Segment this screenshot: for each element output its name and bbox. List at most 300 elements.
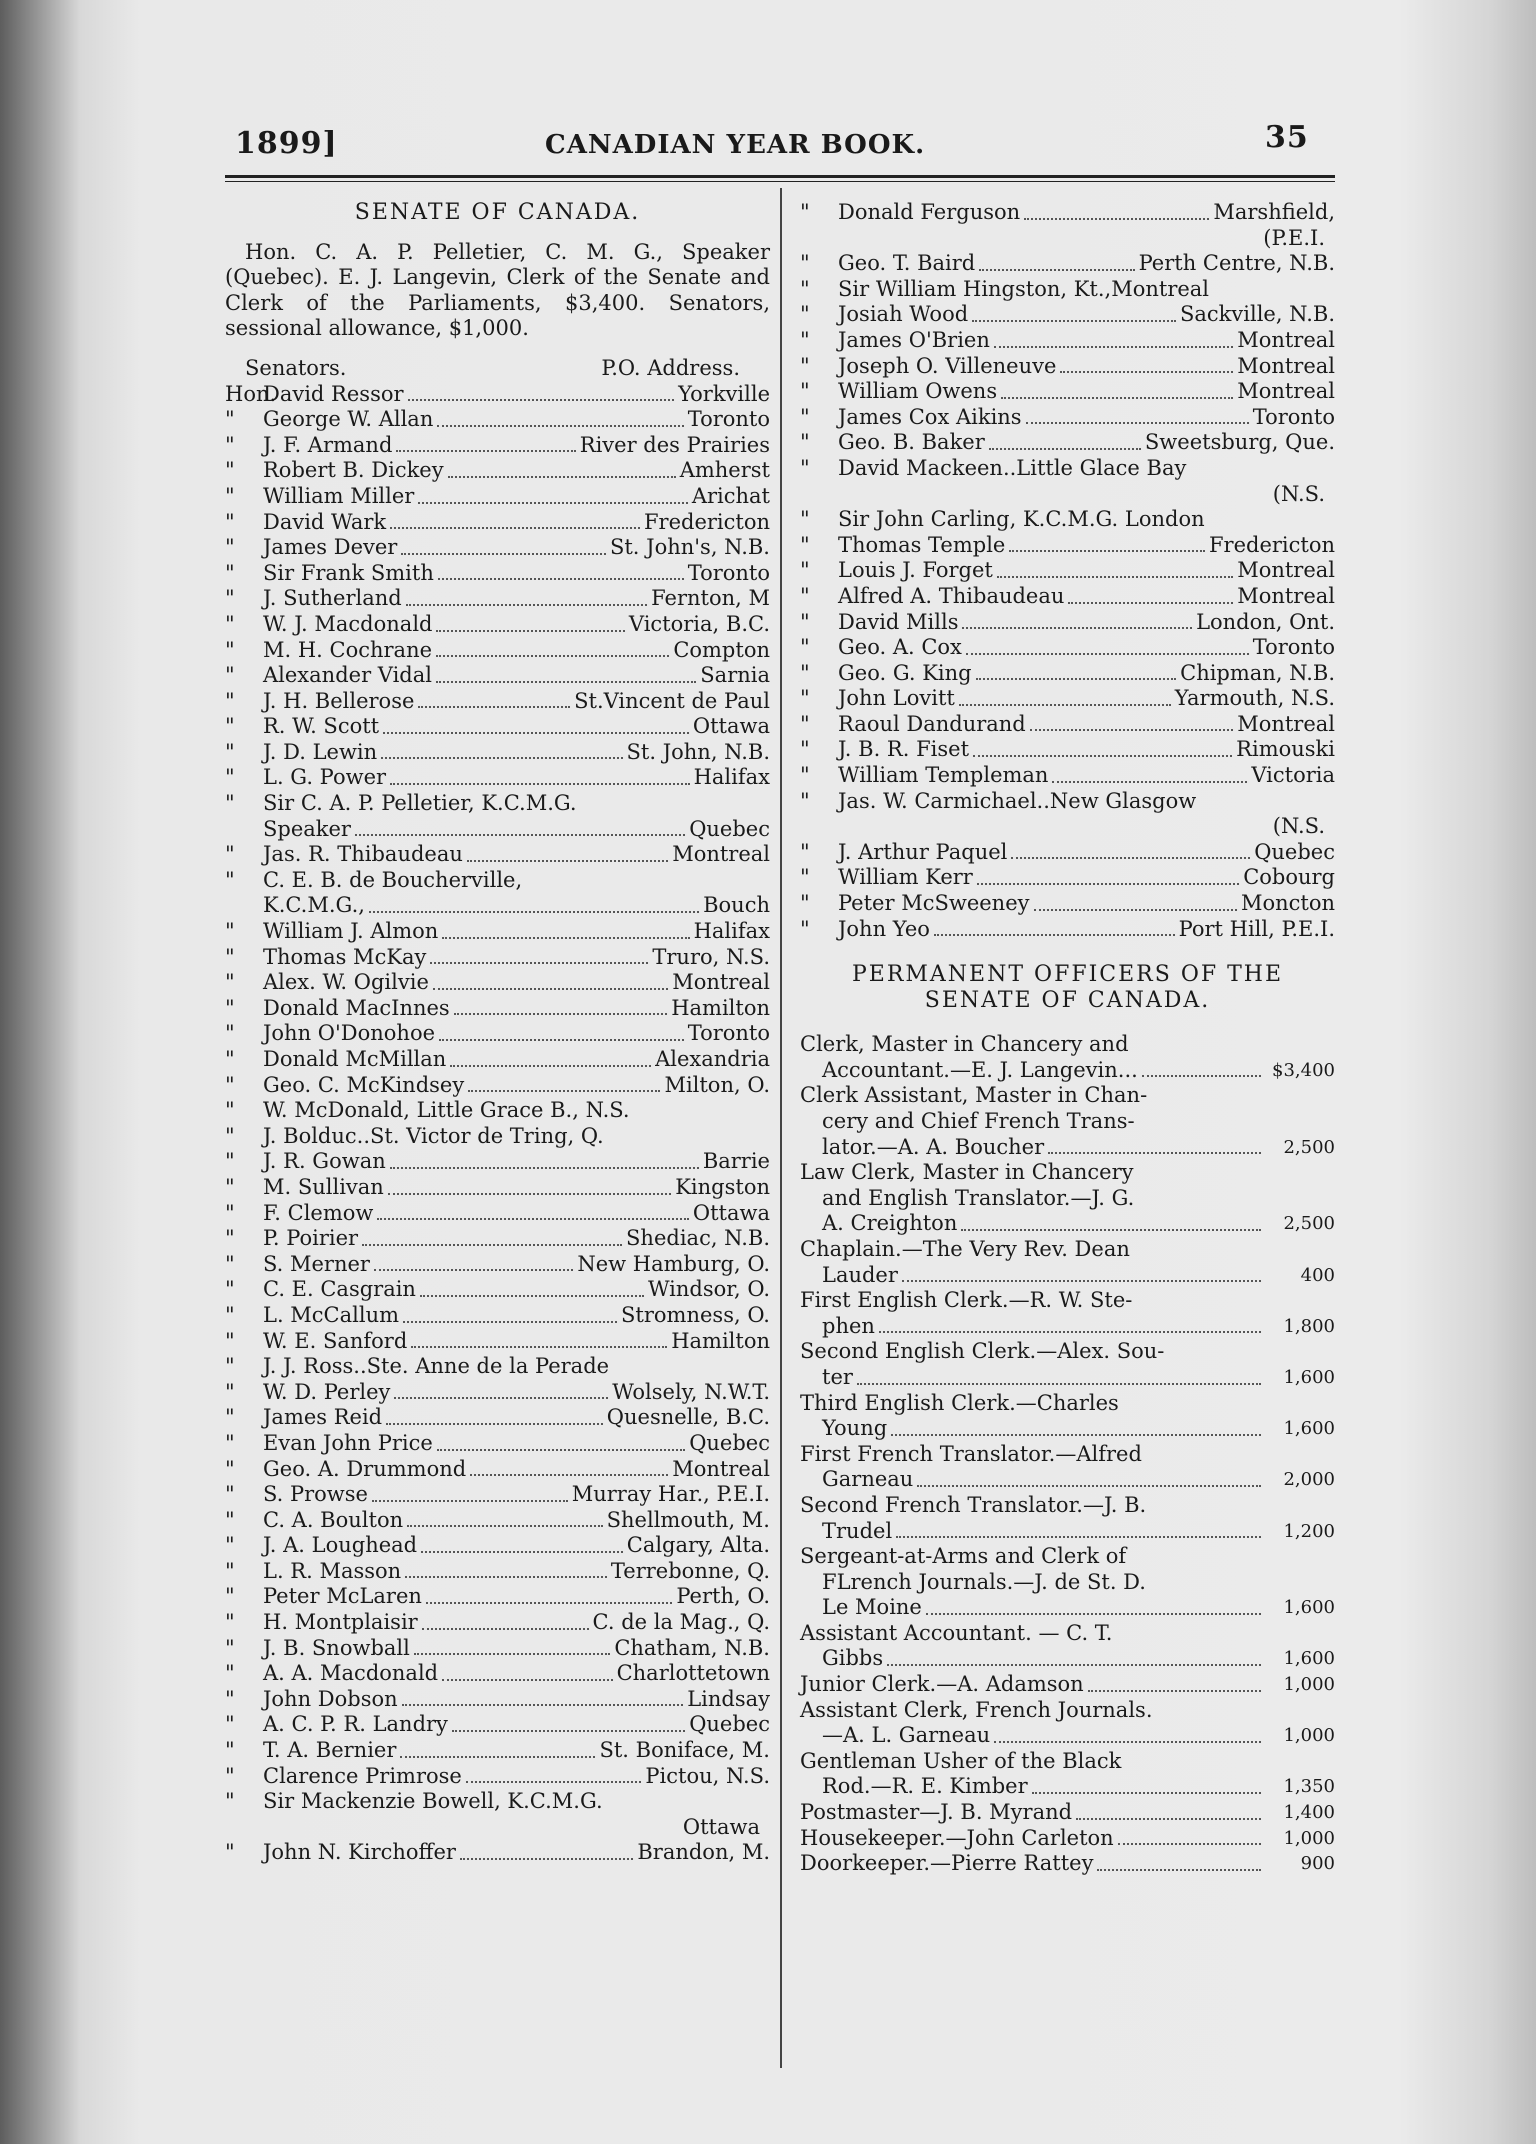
senator-address: Victoria, B.C. xyxy=(628,611,770,636)
leader-dots xyxy=(390,783,690,785)
leader-dots xyxy=(454,1013,668,1015)
officer-entry xyxy=(800,1160,1335,1237)
ditto-mark: " xyxy=(800,865,810,890)
senator-row xyxy=(225,919,770,945)
senator-address: Montreal xyxy=(1237,711,1335,736)
ditto-mark: " xyxy=(225,483,235,508)
senator-name: M. H. Cochrane xyxy=(263,637,433,662)
senator-row xyxy=(225,1277,770,1303)
senator-address: Yarmouth, N.S. xyxy=(1174,686,1335,711)
senator-row xyxy=(225,1380,770,1406)
ditto-mark: " xyxy=(800,583,810,608)
ditto-mark: " xyxy=(800,379,810,404)
leader-dots xyxy=(430,962,648,964)
ditto-mark: Hon. xyxy=(225,381,277,406)
senator-name: John Lovitt xyxy=(838,686,955,711)
senator-name: David Wark xyxy=(263,509,387,534)
leader-dots xyxy=(917,1485,1261,1487)
leader-dots xyxy=(1088,1672,1261,1692)
officer-text xyxy=(800,1800,1265,1826)
leader-dots xyxy=(934,934,1175,936)
leader-dots xyxy=(902,1280,1261,1282)
ditto-mark: " xyxy=(225,842,235,867)
officer-text-line: lator.—A. A. Boucher xyxy=(822,1134,1045,1159)
ditto-mark: " xyxy=(225,1354,235,1379)
officer-line xyxy=(800,1135,1265,1161)
officer-text-line: cery and Chief French Trans- xyxy=(822,1109,1135,1133)
senate-heading: SENATE OF CANADA. xyxy=(354,200,641,225)
senator-name: H. Montplaisir xyxy=(263,1610,418,1635)
senator-row xyxy=(225,1840,770,1866)
senator-address: Wolsely, N.W.T. xyxy=(612,1379,770,1404)
leader-dots xyxy=(408,399,675,401)
ditto-mark: " xyxy=(225,1712,235,1737)
officer-text xyxy=(800,1237,1265,1288)
officer-text-line: phen xyxy=(822,1313,875,1338)
officer-entry xyxy=(800,1749,1335,1800)
ditto-mark: " xyxy=(800,891,810,916)
header-rule xyxy=(225,175,1335,182)
officer-text xyxy=(800,1391,1265,1442)
senator-address: Lindsay xyxy=(687,1686,770,1711)
senator-row xyxy=(225,1073,770,1099)
officer-line: First English Clerk.—R. W. Ste- xyxy=(800,1288,1133,1313)
senator-name: F. Clemow xyxy=(263,1200,374,1225)
ditto-mark: " xyxy=(225,919,235,944)
officer-line xyxy=(800,1211,1265,1237)
officer-line xyxy=(800,1826,1265,1852)
senator-address: Port Hill, P.E.I. xyxy=(1178,916,1335,941)
senator-name: Thomas McKay xyxy=(263,944,427,969)
officer-line xyxy=(800,1519,1265,1545)
leader-dots xyxy=(386,1423,603,1425)
senator-address: St. John, N.B. xyxy=(626,739,770,764)
officer-text xyxy=(800,1083,1265,1160)
senator-address: Fernton, M xyxy=(651,586,770,611)
senator-address-continuation: (N.S. xyxy=(1272,814,1325,839)
senator-row xyxy=(225,1098,770,1124)
senator-row xyxy=(225,1124,770,1150)
leader-dots xyxy=(1001,397,1233,399)
senator-row xyxy=(225,1226,770,1252)
senator-address: Rimouski xyxy=(1236,737,1335,762)
ditto-mark: " xyxy=(225,1379,235,1404)
senator-row xyxy=(225,1584,770,1610)
officer-text xyxy=(800,1544,1265,1621)
senator-address: Terrebonne, Q. xyxy=(610,1558,770,1583)
senator-name: James O'Brien xyxy=(838,327,990,352)
ditto-mark: " xyxy=(225,944,235,969)
officer-text xyxy=(800,1672,1265,1698)
officer-line xyxy=(800,1314,1265,1340)
senator-name: M. Sullivan xyxy=(263,1174,384,1199)
officer-entry xyxy=(800,1800,1335,1826)
senator-row xyxy=(225,1482,770,1508)
senator-row xyxy=(225,689,770,715)
senator-name: J. A. Loughead xyxy=(263,1533,418,1558)
senator-address: Amherst xyxy=(679,458,770,483)
officer-salary: 1,600 xyxy=(1283,1366,1335,1388)
officer-line xyxy=(800,1263,1265,1289)
ditto-mark: " xyxy=(225,1328,235,1353)
right-column xyxy=(800,200,1335,1877)
ditto-mark: " xyxy=(225,611,235,636)
senator-address: Bouch xyxy=(703,893,770,918)
senator-address: Sarnia xyxy=(700,663,770,688)
senator-row xyxy=(225,1661,770,1687)
officer-text-line: Lauder xyxy=(822,1262,898,1287)
leader-dots xyxy=(1026,422,1249,424)
senator-name: Geo. G. King xyxy=(838,660,972,685)
senator-address: St.Vincent de Paul xyxy=(574,688,770,713)
senator-name: W. E. Sanford xyxy=(263,1328,408,1353)
leader-dots xyxy=(470,1474,668,1476)
senator-address: Truro, N.S. xyxy=(652,944,770,969)
senator-address: Victoria xyxy=(1251,763,1335,788)
senator-address: Toronto xyxy=(1252,404,1335,429)
leader-dots xyxy=(879,1331,1261,1333)
senator-name: J. B. R. Fiset xyxy=(838,737,970,762)
senator-row xyxy=(800,405,1335,431)
ditto-mark: " xyxy=(225,1635,235,1660)
senator-name: Clarence Primrose xyxy=(263,1763,462,1788)
senator-row xyxy=(225,510,770,536)
leader-dots xyxy=(439,1039,684,1041)
page-number: 35 xyxy=(1265,120,1309,155)
senator-list-right xyxy=(800,200,1335,942)
officer-salary: $3,400 xyxy=(1272,1059,1335,1081)
ditto-mark: " xyxy=(800,635,810,660)
officer-line xyxy=(800,1186,1265,1212)
senator-address: Montreal xyxy=(1237,353,1335,378)
officer-entry xyxy=(800,1672,1335,1698)
running-head-title: CANADIAN YEAR BOOK. xyxy=(545,130,926,160)
officer-line xyxy=(800,1800,1265,1826)
leader-dots xyxy=(1034,909,1237,911)
senator-name: A. C. P. R. Landry xyxy=(263,1712,448,1737)
senator-name: W. D. Perley xyxy=(263,1379,391,1404)
senator-address: Montreal xyxy=(1237,327,1335,352)
ditto-mark: " xyxy=(225,586,235,611)
ditto-mark: " xyxy=(225,1047,235,1071)
leader-dots xyxy=(402,1704,684,1706)
senator-address: Calgary, Alta. xyxy=(626,1533,770,1558)
leader-dots xyxy=(438,578,684,580)
ditto-mark: " xyxy=(800,507,810,532)
officer-line: Gentleman Usher of the Black xyxy=(800,1748,1122,1773)
senator-row xyxy=(800,251,1335,277)
senator-name: J. F. Armand xyxy=(263,432,393,457)
ditto-mark: " xyxy=(225,1686,235,1711)
leader-dots xyxy=(400,1756,595,1758)
senator-address: Toronto xyxy=(687,560,770,585)
leader-dots xyxy=(403,1321,617,1323)
ditto-mark: " xyxy=(800,839,810,864)
leader-dots xyxy=(926,1613,1261,1615)
officer-text xyxy=(800,1698,1265,1749)
ditto-mark: " xyxy=(225,1226,235,1251)
senator-name: Donald Ferguson xyxy=(838,200,1021,224)
leader-dots xyxy=(362,1244,622,1246)
leader-dots xyxy=(1052,781,1247,783)
senator-row xyxy=(225,1354,770,1380)
senator-address: London, Ont. xyxy=(1196,609,1335,634)
ditto-mark: " xyxy=(225,714,235,739)
leader-dots xyxy=(460,1858,633,1860)
senator-address: Windsor, O. xyxy=(647,1277,770,1302)
senator-address: St. John's, N.B. xyxy=(609,535,770,560)
senator-address: Montreal xyxy=(672,1456,770,1481)
senator-row xyxy=(225,535,770,561)
senator-address-continuation: Ottawa xyxy=(682,1814,760,1839)
leader-dots xyxy=(979,269,1134,271)
senator-row xyxy=(225,1738,770,1764)
ditto-mark: " xyxy=(800,609,810,634)
senator-name: C. E. Casgrain xyxy=(263,1277,416,1302)
senator-name: James Dever xyxy=(263,535,398,560)
officer-line xyxy=(800,1570,1265,1596)
senator-row xyxy=(800,635,1335,661)
leader-dots xyxy=(436,630,624,632)
senators-column-header xyxy=(225,356,770,382)
officer-salary: 1,000 xyxy=(1283,1725,1335,1747)
leader-dots xyxy=(407,1525,603,1527)
ditto-mark: " xyxy=(225,1098,235,1123)
leader-dots xyxy=(1076,1800,1261,1820)
senator-name: J. D. Lewin xyxy=(263,739,378,764)
leader-dots xyxy=(401,553,606,555)
officer-salary: 1,600 xyxy=(1283,1418,1335,1440)
leader-dots xyxy=(422,1628,589,1630)
officer-text-line: A. Creighton xyxy=(822,1211,958,1236)
senators-label: Senators. xyxy=(245,355,347,380)
senator-row xyxy=(225,714,770,740)
leader-dots xyxy=(433,988,668,990)
senator-row xyxy=(800,891,1335,917)
senator-name: Peter McSweeney xyxy=(838,891,1030,916)
officer-entry xyxy=(800,1544,1335,1621)
leader-dots xyxy=(377,1218,688,1220)
ditto-mark: " xyxy=(225,739,235,764)
senator-address: Quebec xyxy=(689,1712,770,1737)
officer-line xyxy=(800,1672,1265,1698)
senator-name: L. McCallum xyxy=(263,1302,400,1327)
ditto-mark: " xyxy=(225,688,235,713)
leader-dots xyxy=(1142,1075,1261,1077)
leader-dots xyxy=(418,706,570,708)
book-page xyxy=(215,100,1340,2090)
senator-address: Arichat xyxy=(691,483,770,508)
senator-list-left xyxy=(225,382,770,1866)
officer-text-line: Young xyxy=(822,1416,888,1441)
leader-dots xyxy=(1060,371,1233,373)
senator-address: New Hamburg, O. xyxy=(577,1251,770,1276)
senator-row xyxy=(800,840,1335,866)
senator-name: P. Poirier xyxy=(263,1226,359,1251)
senator-row xyxy=(225,1175,770,1201)
officers-heading-line-2: SENATE OF CANADA. xyxy=(924,988,1211,1014)
senator-name: Robert B. Dickey xyxy=(263,458,444,483)
senator-row xyxy=(225,817,770,843)
officer-line xyxy=(800,1416,1265,1442)
senator-row xyxy=(225,1252,770,1278)
senator-name: J. Arthur Paquel xyxy=(838,839,1008,864)
ditto-mark: " xyxy=(225,663,235,688)
ditto-mark: " xyxy=(225,535,235,560)
leader-dots xyxy=(436,681,696,683)
senator-address: Sweetsburg, Que. xyxy=(1144,430,1335,455)
ditto-mark: " xyxy=(225,560,235,585)
leader-dots xyxy=(396,450,575,452)
ditto-mark: " xyxy=(225,1584,235,1609)
senator-name: Alexander Vidal xyxy=(263,663,432,688)
leader-dots xyxy=(994,346,1233,348)
senator-name: Jas. R. Thibaudeau xyxy=(263,842,463,867)
leader-dots xyxy=(414,1653,610,1655)
senator-address: C. de la Mag., Q. xyxy=(592,1610,770,1635)
senator-name: Sir John Carling, K.C.M.G. London xyxy=(838,507,1205,532)
senator-row xyxy=(225,458,770,484)
senator-name: William Owens xyxy=(838,379,998,404)
senator-row xyxy=(800,430,1335,456)
senator-address: Ottawa xyxy=(692,1200,770,1225)
officer-line xyxy=(800,1646,1265,1672)
senator-name: J. J. Ross..Ste. Anne de la Perade xyxy=(263,1354,610,1379)
leader-dots xyxy=(977,883,1239,885)
ditto-mark: " xyxy=(225,1149,235,1174)
officer-entry xyxy=(800,1442,1335,1493)
column-divider xyxy=(780,188,782,2068)
officer-entry xyxy=(800,1083,1335,1160)
senator-row xyxy=(225,1764,770,1790)
senator-row xyxy=(800,328,1335,354)
ditto-mark: " xyxy=(800,430,810,455)
senator-name: John Yeo xyxy=(838,916,930,941)
senator-address: Halifax xyxy=(693,919,770,944)
senator-address: Quesnelle, B.C. xyxy=(606,1405,770,1430)
senator-row xyxy=(225,1636,770,1662)
senator-row xyxy=(225,1431,770,1457)
senator-row xyxy=(800,686,1335,712)
ditto-mark: " xyxy=(225,1610,235,1635)
leader-dots xyxy=(976,678,1177,680)
officer-text-line: Le Moine xyxy=(822,1595,922,1620)
senator-name: George W. Allan xyxy=(263,407,434,432)
officer-line: Clerk Assistant, Master in Chan- xyxy=(800,1083,1148,1108)
senator-row xyxy=(225,1508,770,1534)
senator-row xyxy=(225,765,770,791)
officer-line: Third English Clerk.—Charles xyxy=(800,1390,1119,1415)
ditto-mark: " xyxy=(800,353,810,378)
senator-address: Halifax xyxy=(693,765,770,790)
officer-text-line: and English Translator.—J. G. xyxy=(822,1185,1135,1210)
officer-text-line: FLrench Journals.—J. de St. D. xyxy=(822,1569,1146,1594)
officer-line: Sergeant-at-Arms and Clerk of xyxy=(800,1544,1127,1569)
ditto-mark: " xyxy=(225,1533,235,1558)
leader-dots xyxy=(442,937,689,939)
senator-name: Peter McLaren xyxy=(263,1584,422,1609)
officer-line: Assistant Clerk, French Journals. xyxy=(800,1697,1153,1722)
officer-line xyxy=(800,1723,1265,1749)
officer-text xyxy=(800,1826,1265,1852)
leader-dots xyxy=(372,1500,568,1502)
senator-row xyxy=(225,1559,770,1585)
officer-text xyxy=(800,1749,1265,1800)
leader-dots xyxy=(1048,1152,1261,1154)
officer-salary: 1,000 xyxy=(1283,1674,1335,1696)
senator-address: Sackville, N.B. xyxy=(1180,302,1335,327)
senator-name: L. G. Power xyxy=(263,765,387,790)
senator-address: River des Prairies xyxy=(579,432,770,457)
ditto-mark: " xyxy=(800,404,810,429)
senator-row xyxy=(225,612,770,638)
officer-entry xyxy=(800,1621,1335,1672)
officer-entry xyxy=(800,1339,1335,1390)
senator-address: Shediac, N.B. xyxy=(626,1226,770,1251)
leader-dots xyxy=(420,1295,644,1297)
senator-name: Joseph O. Villeneuve xyxy=(838,353,1057,378)
officer-title: Doorkeeper.—Pierre Rattey xyxy=(800,1851,1094,1876)
leader-dots xyxy=(406,604,647,606)
senator-row xyxy=(800,507,1335,533)
officer-line xyxy=(800,1058,1265,1084)
senator-row xyxy=(800,533,1335,559)
ditto-mark: " xyxy=(800,532,810,557)
senator-name: John O'Donohoe xyxy=(263,1021,436,1046)
leader-dots xyxy=(450,1065,651,1067)
senator-address: St. Boniface, M. xyxy=(599,1738,770,1763)
senator-name: S. Merner xyxy=(263,1251,370,1276)
leader-dots xyxy=(896,1536,1261,1538)
senator-address: Quebec xyxy=(689,816,770,841)
senator-address: Toronto xyxy=(687,407,770,432)
senator-address: Quebec xyxy=(1254,839,1335,864)
senator-name: Sir C. A. P. Pelletier, K.C.M.G. xyxy=(263,791,577,816)
leader-dots xyxy=(1032,1792,1261,1794)
officer-line: Second English Clerk.—Alex. Sou- xyxy=(800,1339,1165,1364)
officer-line: Law Clerk, Master in Chancery xyxy=(800,1160,1134,1185)
officer-line xyxy=(800,1109,1265,1135)
officer-text xyxy=(800,1621,1265,1672)
left-column xyxy=(225,200,770,1866)
officer-salary: 1,600 xyxy=(1283,1648,1335,1670)
officer-line xyxy=(800,1774,1265,1800)
ditto-mark: " xyxy=(225,1763,235,1788)
senator-row xyxy=(225,893,770,919)
senator-name: David Mills xyxy=(838,609,959,634)
senator-address: Fredericton xyxy=(1208,532,1335,557)
senator-row xyxy=(800,277,1335,303)
officer-title: Junior Clerk.—A. Adamson xyxy=(800,1672,1084,1697)
senator-address: Cobourg xyxy=(1243,865,1335,890)
senator-address: Montreal xyxy=(1237,558,1335,583)
officer-entry xyxy=(800,1851,1335,1877)
officer-line: Second French Translator.—J. B. xyxy=(800,1492,1147,1517)
officer-line xyxy=(800,1851,1265,1877)
senator-row xyxy=(225,868,770,894)
senator-address: Murray Har., P.E.I. xyxy=(571,1482,770,1507)
senator-name: Geo. A. Cox xyxy=(838,635,962,660)
ditto-mark: " xyxy=(225,509,235,534)
senator-row xyxy=(800,584,1335,610)
leader-dots xyxy=(390,527,640,529)
senator-name: Alex. W. Ogilvie xyxy=(263,970,429,995)
officer-text xyxy=(800,1032,1265,1083)
ditto-mark: " xyxy=(225,407,235,432)
officers-heading xyxy=(800,962,1335,1014)
ditto-mark: " xyxy=(225,432,235,457)
senator-row xyxy=(225,1610,770,1636)
